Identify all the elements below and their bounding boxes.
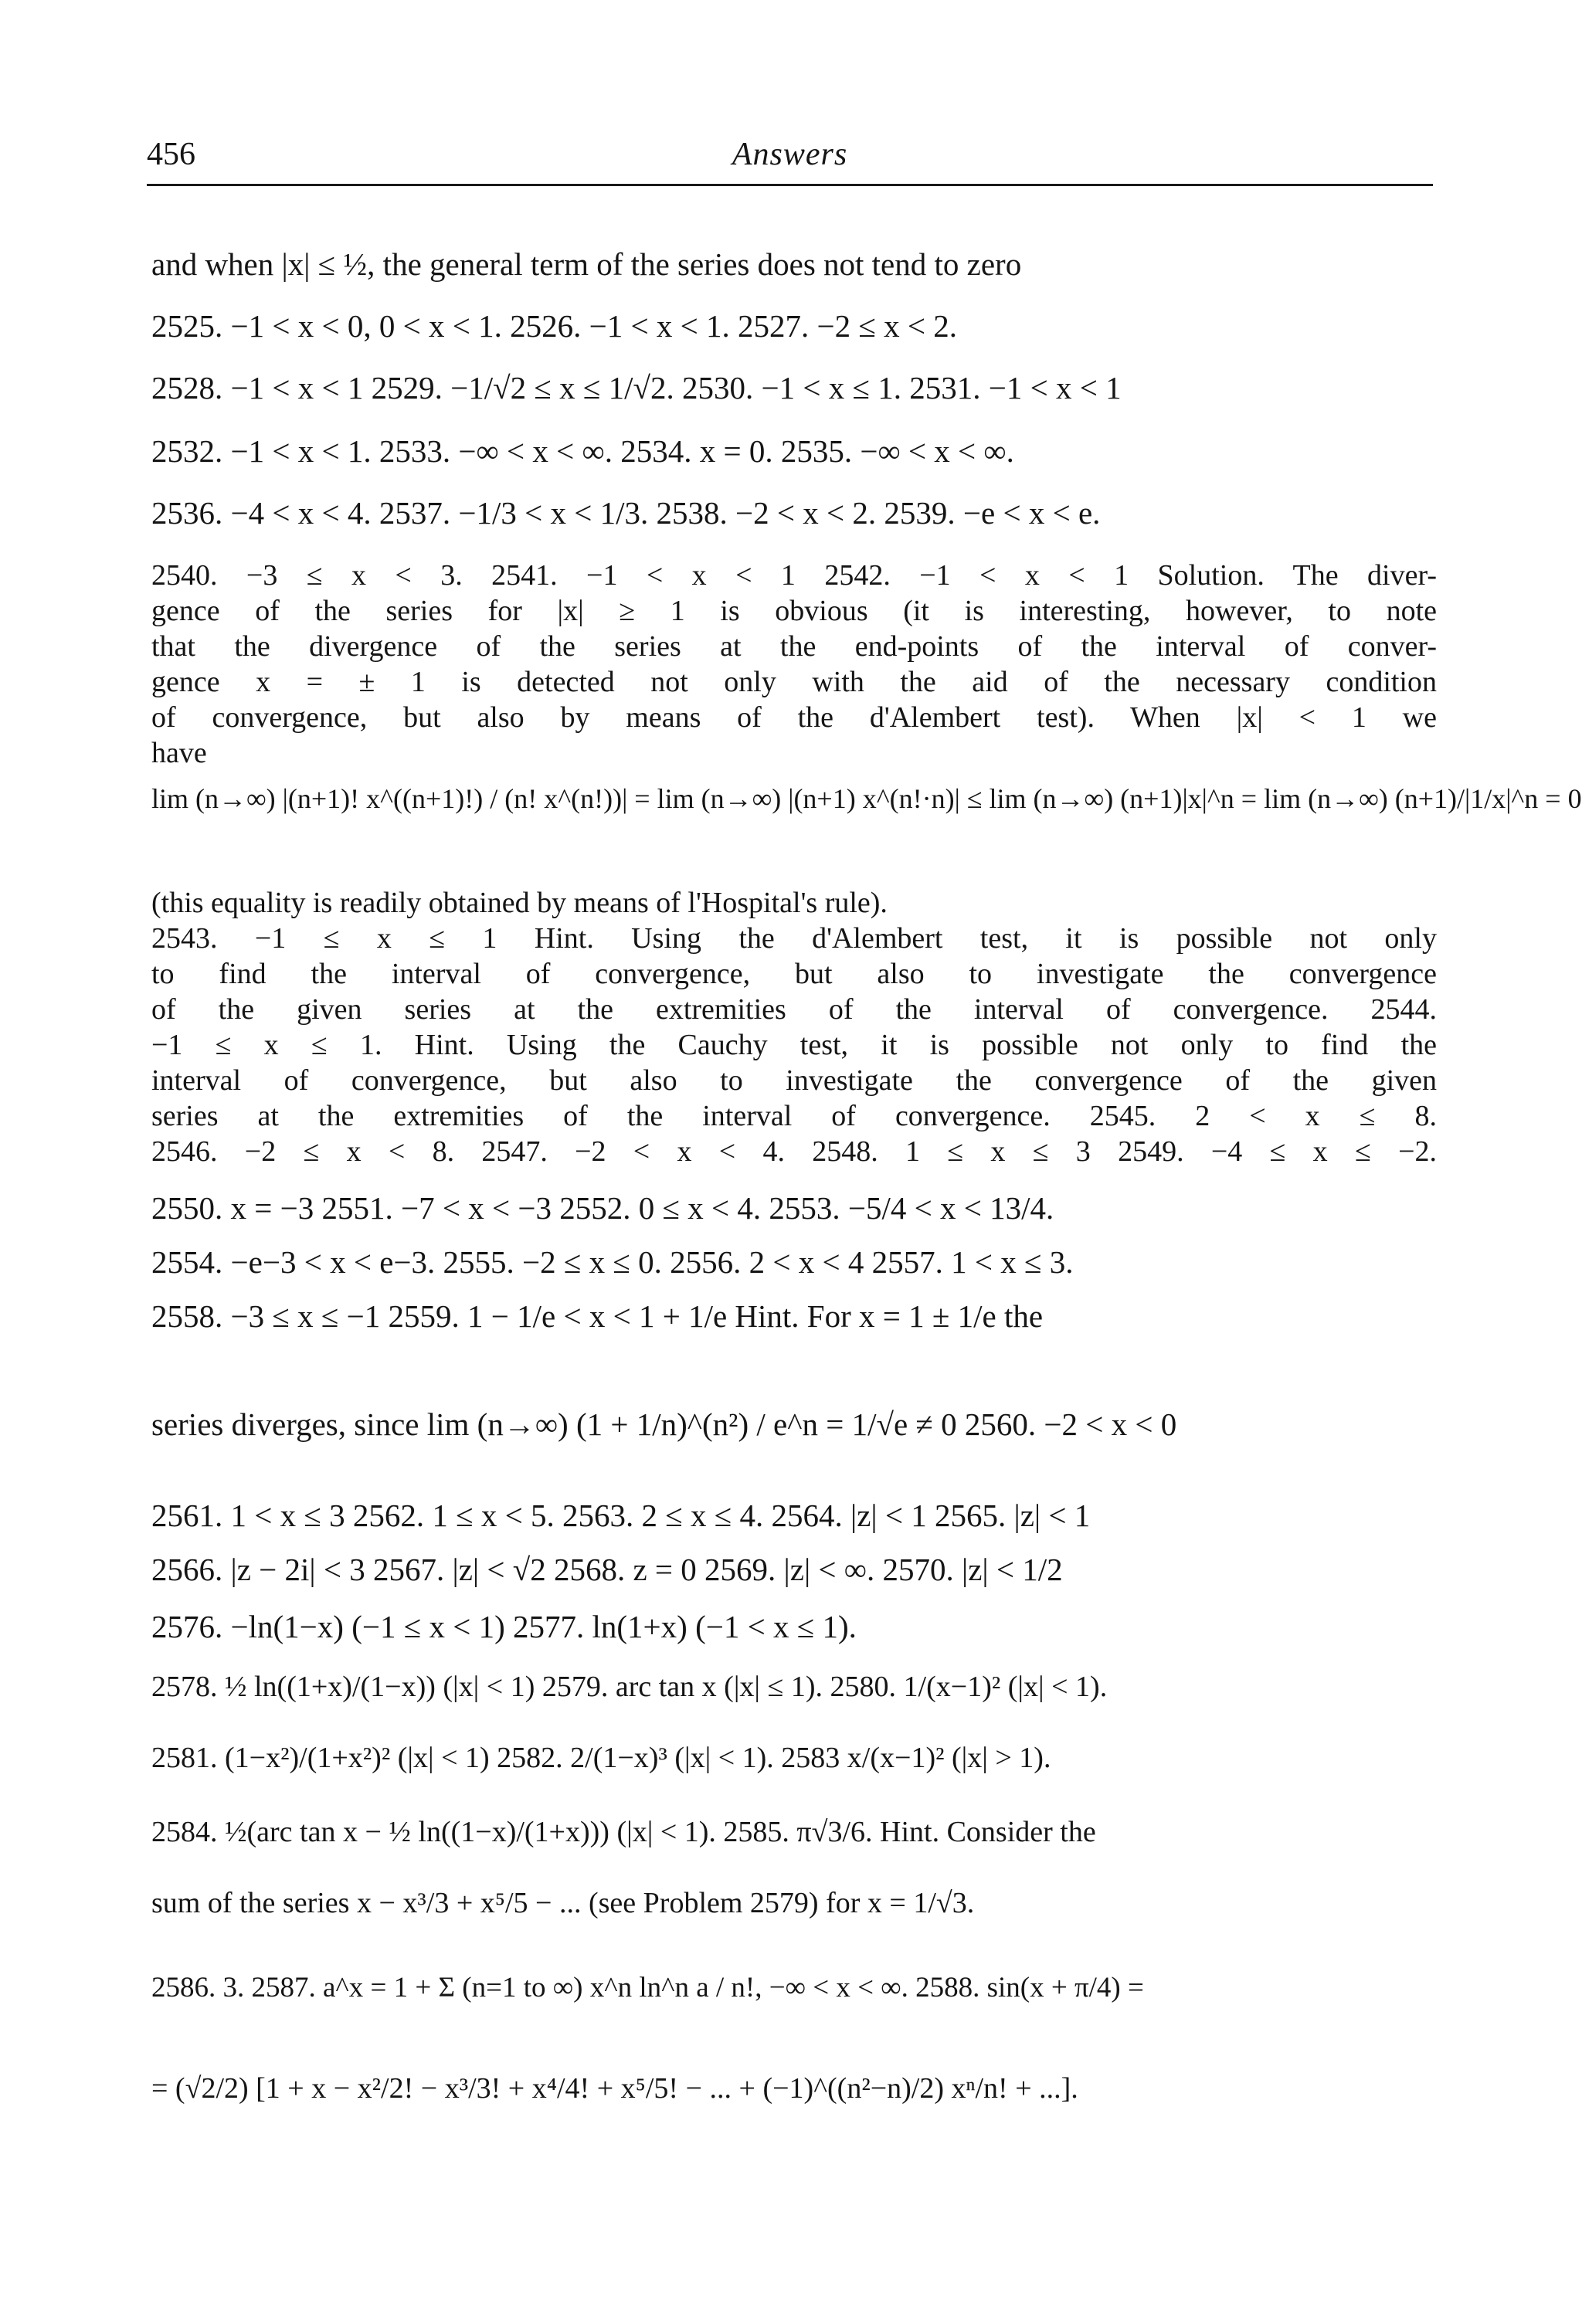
running-title: Answers — [732, 137, 848, 172]
answer-line: 2554. −e−3 < x < e−3. 2555. −2 ≤ x ≤ 0. 2556. 2 < x < 4 2557. 1 < x ≤ 3. — [151, 1244, 1074, 1280]
answer-line: = (√2/2) [1 + x − x²/2! − x³/3! + x⁴/4! + x⁵/5! − ... + (−1)^((n²−n)/2) xⁿ/n! + ...]. — [151, 2072, 1078, 2105]
answer-line: 2578. ½ ln((1+x)/(1−x)) (|x| < 1) 2579. arc tan x (|x| ≤ 1). 2580. 1/(x−1)² (|x| < 1). — [151, 1671, 1108, 1703]
answer-line: 2543. −1 ≤ x ≤ 1 Hint. Using the d'Alembert test, it is possible not only — [151, 922, 1437, 955]
answer-line: 2558. −3 ≤ x ≤ −1 2559. 1 − 1/e < x < 1 + 1/e Hint. For x = 1 ± 1/e the — [151, 1298, 1044, 1334]
answer-line: of convergence, but also by means of the d'Alembert test). When |x| < 1 we — [151, 701, 1437, 734]
answer-line: sum of the series x − x³/3 + x⁵/5 − ... (see Problem 2579) for x = 1/√3. — [151, 1887, 975, 1919]
answer-line: series at the extremities of the interval of convergence. 2545. 2 < x ≤ 8. — [151, 1100, 1437, 1132]
answer-line: (this equality is readily obtained by means of l'Hospital's rule). — [151, 887, 888, 919]
answer-line: 2584. ½(arc tan x − ½ ln((1−x)/(1+x))) (|x| < 1). 2585. π√3/6. Hint. Consider the — [151, 1816, 1096, 1848]
answer-line: and when |x| ≤ ½, the general term of the series does not tend to zero — [151, 246, 1022, 282]
answer-line: of the given series at the extremities of the interval of convergence. 2544. — [151, 993, 1437, 1026]
answer-line: 2532. −1 < x < 1. 2533. −∞ < x < ∞. 2534. x = 0. 2535. −∞ < x < ∞. — [151, 433, 1014, 469]
answer-line: to find the interval of convergence, but also to investigate the convergence — [151, 958, 1437, 990]
answer-line: 2525. −1 < x < 0, 0 < x < 1. 2526. −1 < x < 1. 2527. −2 ≤ x < 2. — [151, 308, 957, 344]
answer-line: 2566. |z − 2i| < 3 2567. |z| < √2 2568. z = 0 2569. |z| < ∞. 2570. |z| < 1/2 — [151, 1552, 1063, 1587]
answer-line: have — [151, 737, 207, 769]
answer-line: 2561. 1 < x ≤ 3 2562. 1 ≤ x < 5. 2563. 2 ≤ x ≤ 4. 2564. |z| < 1 2565. |z| < 1 — [151, 1498, 1091, 1533]
answer-line: 2540. −3 ≤ x < 3. 2541. −1 < x < 1 2542. −1 < x < 1 Solution. The diver- — [151, 559, 1437, 592]
answer-line: −1 ≤ x ≤ 1. Hint. Using the Cauchy test, it is possible not only to find the — [151, 1029, 1437, 1061]
answer-line: 2581. (1−x²)/(1+x²)² (|x| < 1) 2582. 2/(1−x)³ (|x| < 1). 2583 x/(x−1)² (|x| > 1). — [151, 1742, 1051, 1774]
answer-line: gence of the series for |x| ≥ 1 is obvious (it is interesting, however, to note — [151, 595, 1437, 627]
answer-line: 2528. −1 < x < 1 2529. −1/√2 ≤ x ≤ 1/√2. 2530. −1 < x ≤ 1. 2531. −1 < x < 1 — [151, 370, 1122, 405]
answer-line: 2576. −ln(1−x) (−1 ≤ x < 1) 2577. ln(1+x) (−1 < x ≤ 1). — [151, 1609, 857, 1644]
answer-line: 2536. −4 < x < 4. 2537. −1/3 < x < 1/3. 2538. −2 < x < 2. 2539. −e < x < e. — [151, 495, 1101, 531]
answer-line: series diverges, since lim (n→∞) (1 + 1/n)^(n²) / e^n = 1/√e ≠ 0 2560. −2 < x < 0 — [151, 1406, 1177, 1442]
answer-line: 2550. x = −3 2551. −7 < x < −3 2552. 0 ≤ x < 4. 2553. −5/4 < x < 13/4. — [151, 1190, 1054, 1226]
limit-equation: lim (n→∞) |(n+1)! x^((n+1)!) / (n! x^(n!))| = lim (n→∞) |(n+1) x^(n!·n)| ≤ lim (n→∞) (n+1)|x|^n = lim (n→∞) (n+1)/|1/x|^n = 0 — [151, 783, 1582, 814]
answer-line: 2586. 3. 2587. a^x = 1 + Σ (n=1 to ∞) x^n ln^n a / n!, −∞ < x < ∞. 2588. sin(x + π/4) = — [151, 1972, 1144, 2003]
page-number: 456 — [147, 137, 195, 172]
page-header — [147, 136, 1433, 186]
answer-line: interval of convergence, but also to investigate the convergence of the given — [151, 1064, 1437, 1097]
answer-line: gence x = ± 1 is detected not only with the aid of the necessary condition — [151, 666, 1437, 698]
answer-line: 2546. −2 ≤ x < 8. 2547. −2 < x < 4. 2548. 1 ≤ x ≤ 3 2549. −4 ≤ x ≤ −2. — [151, 1135, 1437, 1168]
answer-line: that the divergence of the series at the end-points of the interval of conver- — [151, 630, 1437, 663]
